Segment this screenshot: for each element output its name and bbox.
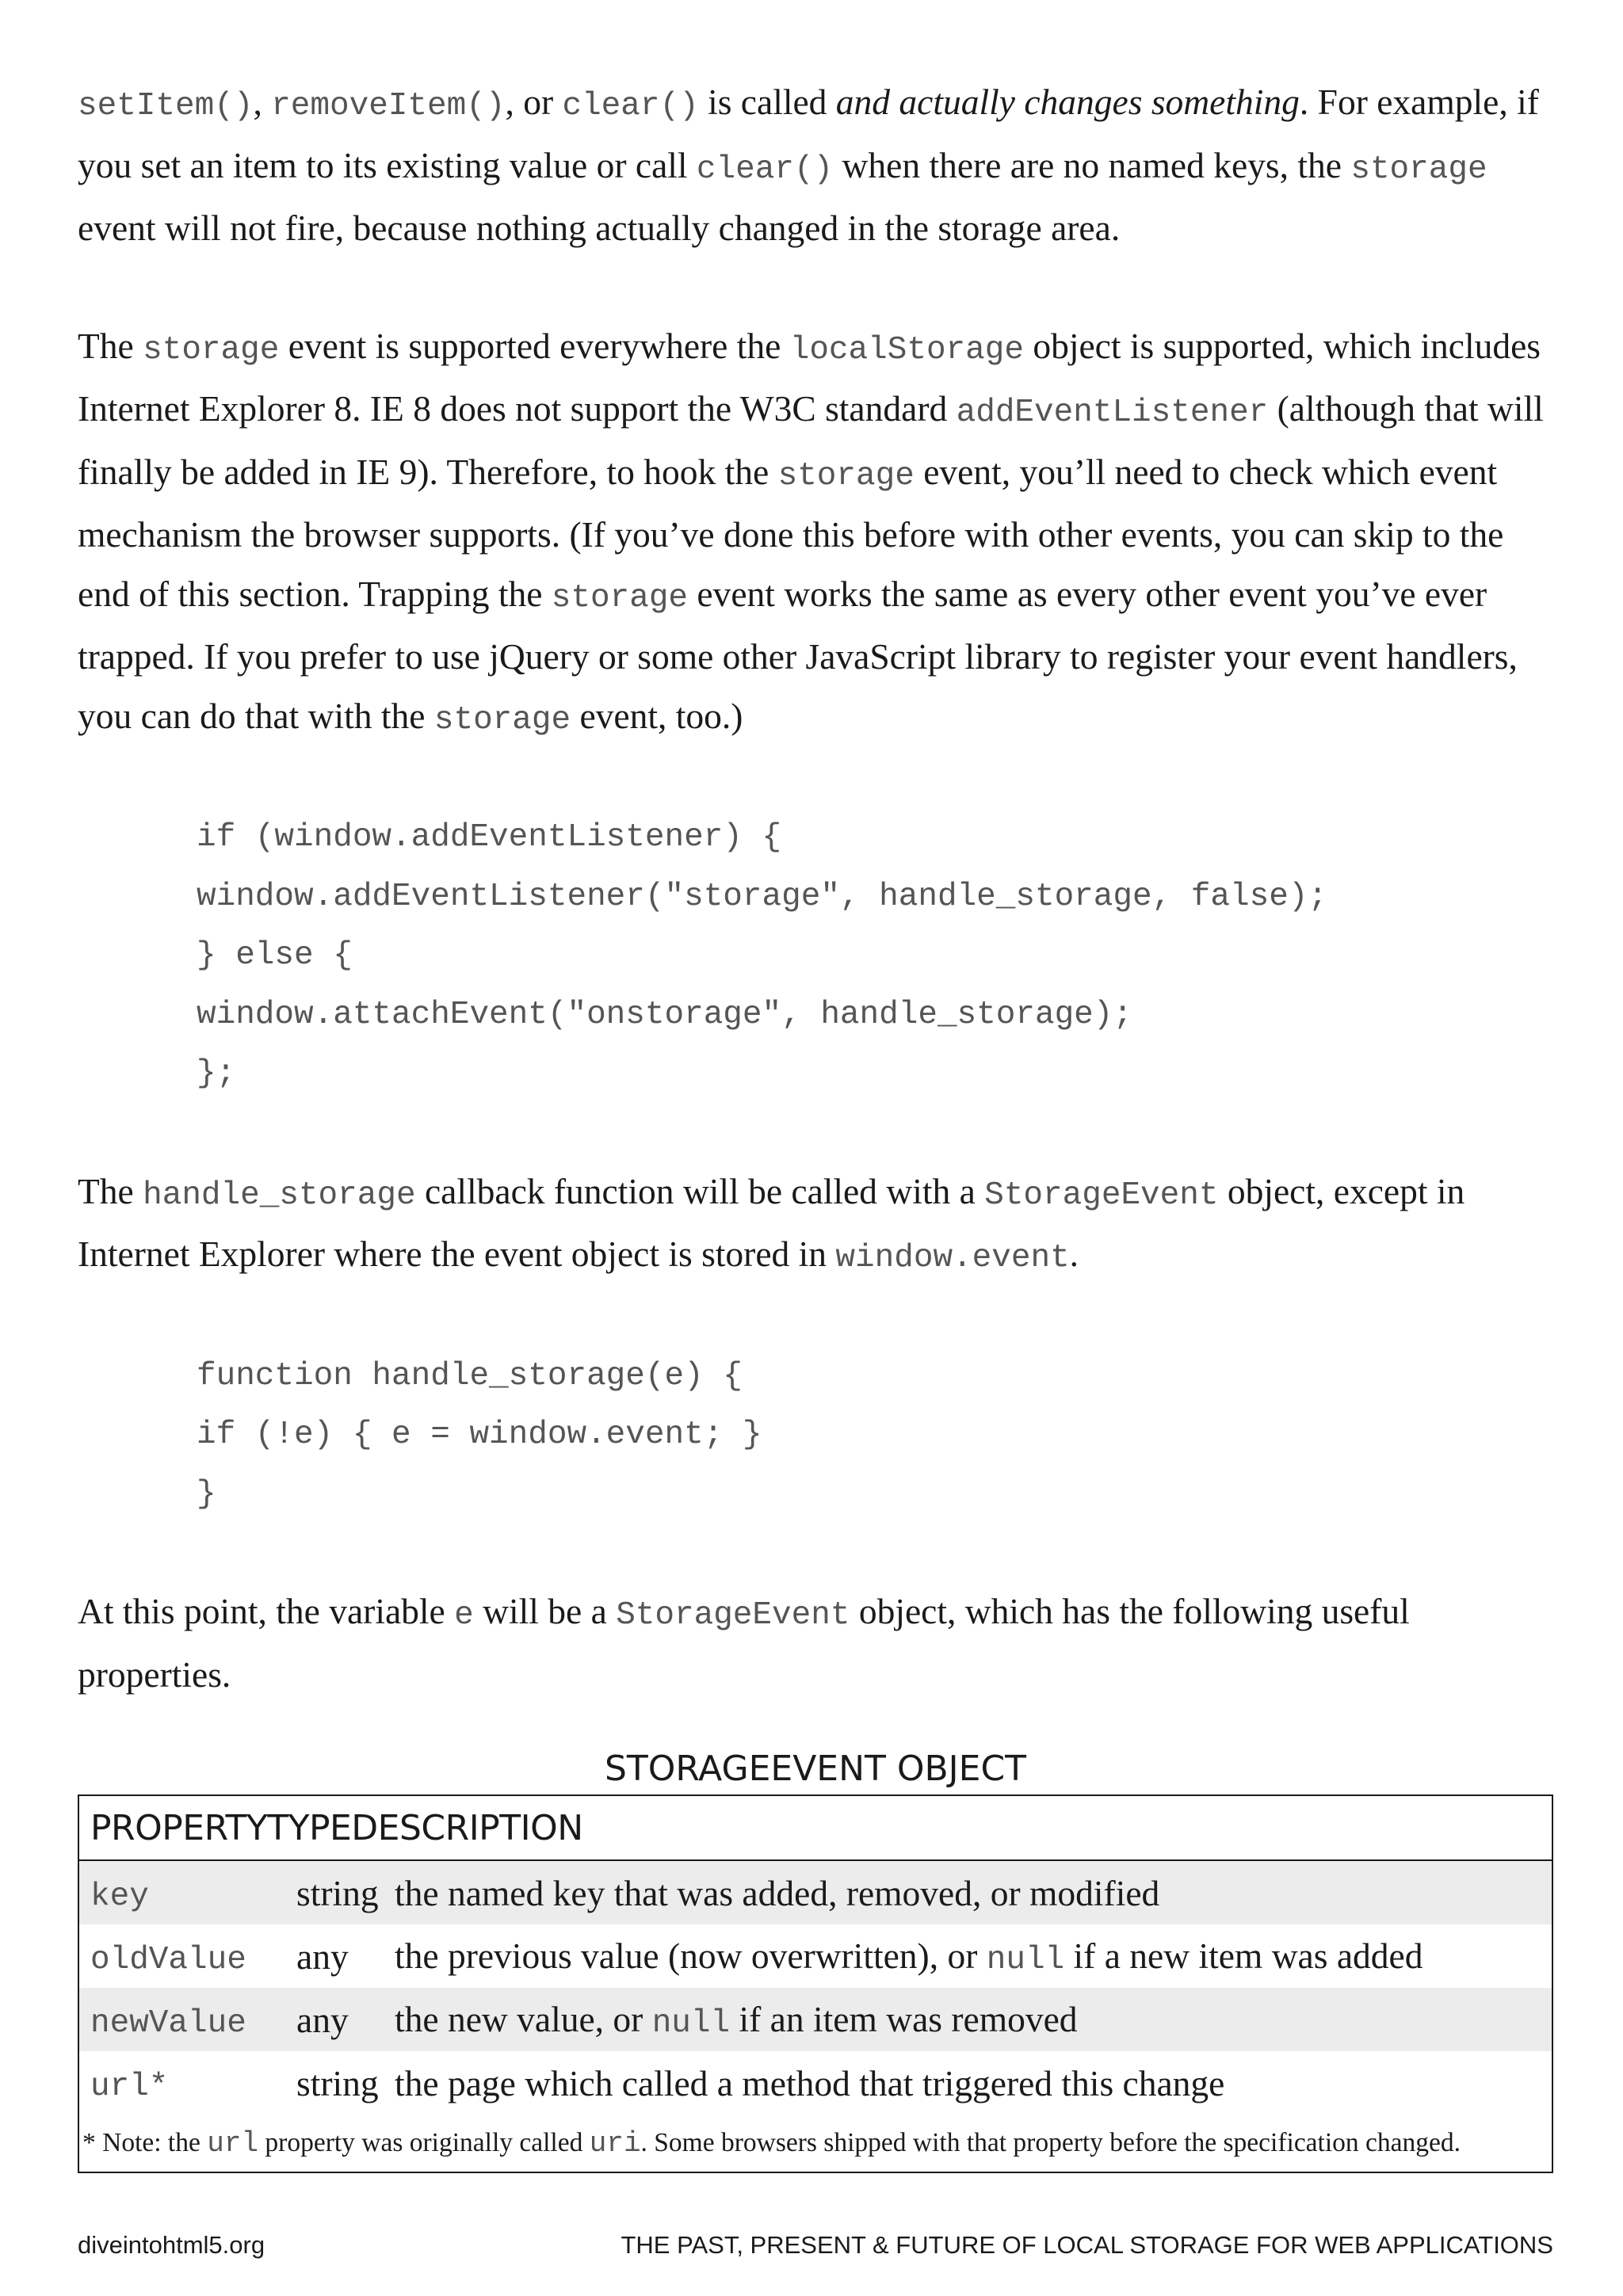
text-run: property was originally called: [258, 2127, 590, 2157]
property-cell: [78, 1924, 285, 1988]
inline-code: StorageEvent: [984, 1177, 1219, 1214]
text-run: object, which has the following useful properties.: [78, 1591, 1410, 1695]
text-run: The: [78, 325, 143, 366]
code-block-event-listener: if (window.addEventListener) { window.addEventListener("storage", handle_storage, false); } else { window.attachEvent("onstorage", handle_storage); };: [197, 819, 1328, 1092]
inline-code: storage: [777, 457, 915, 494]
text-run: event will not fire, because nothing actually changed in the storage area.: [78, 208, 1121, 248]
header-description: DESCRIPTION: [351, 1807, 583, 1848]
type-cell: any: [285, 1988, 384, 2051]
text-run: event, you’ll need to check which event mechanism the browser supports. (If you’ve done this before with other events, you can skip to the end of this section. Trapping the: [78, 451, 1504, 614]
description-cell: the named key that was added, removed, or modified: [384, 1860, 1552, 1924]
inline-code: storage: [143, 331, 280, 368]
text-run: if a new item was added: [1064, 1935, 1423, 1976]
text-run: callback function will be called with a: [415, 1170, 985, 1211]
inline-code: localStorage: [789, 331, 1024, 368]
text-run: event is supported everywhere the: [279, 325, 790, 366]
property-cell: [78, 1988, 285, 2051]
paragraph-storage-event-firing: [78, 73, 1553, 258]
text-run: is called: [698, 82, 836, 122]
description-cell: the page which called a method that triggered this change: [395, 2062, 1225, 2103]
code-block-handle-storage: function handle_storage(e) { if (!e) { e = window.event; } }: [197, 1357, 762, 1512]
text-run: event, too.): [571, 695, 743, 736]
inline-code: null: [651, 2004, 731, 2042]
text-run: when there are no named keys, the: [833, 144, 1351, 185]
inline-code: removeItem(): [271, 88, 506, 124]
description-cell: [384, 1924, 1552, 1988]
text-run: . Some browsers shipped with that property before the specification changed.: [640, 2127, 1461, 2157]
text-run: * Note: the: [82, 2127, 208, 2157]
type-cell: string: [296, 2062, 379, 2103]
text-run: At this point, the variable: [78, 1591, 455, 1631]
header-property: PROPERTY: [90, 1807, 268, 1848]
text-run: will be a: [473, 1591, 617, 1631]
text-run: , or: [505, 82, 563, 122]
emphasis-text: and actually changes something: [835, 82, 1300, 122]
text-run: The: [78, 1170, 143, 1211]
text-run: the new value, or: [395, 1998, 652, 2039]
text-run: event works the same as every other event you’ve ever trapped. If you prefer to use jQuery or some other JavaScript library to register your event handlers, you can do that with the: [78, 573, 1518, 736]
text-run: object, except in Internet Explorer where the event object is stored in: [78, 1170, 1465, 1274]
inline-code: handle_storage: [143, 1177, 416, 1214]
inline-code: url: [207, 2126, 259, 2160]
property-name: key: [90, 1878, 149, 1915]
inline-code: clear(): [696, 151, 834, 188]
table-header-row: [78, 1795, 1552, 1860]
footer-title: THE PAST, PRESENT & FUTURE OF LOCAL STORAGE FOR WEB APPLICATIONS: [621, 2231, 1553, 2259]
text-run: if an item was removed: [730, 1998, 1078, 2039]
inline-code: clear(): [562, 88, 699, 124]
text-run: the previous value (now overwritten), or: [395, 1935, 987, 1976]
property-name: newValue: [90, 2004, 246, 2042]
inline-code: storage: [1350, 151, 1487, 188]
table-header: [78, 1795, 1552, 1860]
document-page: [78, 73, 1553, 2173]
inline-code: StorageEvent: [616, 1597, 850, 1634]
table-note-row: [78, 2115, 1552, 2172]
inline-code: setItem(): [78, 88, 254, 124]
text-run: object is supported, which includes Internet Explorer 8. IE 8 does not support the W3C standard: [78, 325, 1541, 429]
table-caption: STORAGEEVENT OBJECT: [604, 1749, 1027, 1789]
inline-code: uri: [589, 2126, 641, 2160]
table-row: [78, 1988, 1552, 2051]
footer-site-link[interactable]: diveintohtml5.org: [78, 2231, 265, 2259]
property-name: url*: [90, 2068, 169, 2105]
text-run: (although that will finally be added in IE 9). Therefore, to hook the: [78, 388, 1544, 492]
paragraph-storage-event-properties: [78, 1582, 1553, 1704]
property-name: oldValue: [90, 1941, 246, 1978]
text-run: .: [1069, 1234, 1079, 1274]
inline-code: e: [454, 1597, 474, 1634]
paragraph-handle-storage: [78, 1162, 1553, 1288]
property-cell: [78, 2051, 285, 2115]
text-run: ,: [253, 82, 272, 122]
page-footer: [78, 2231, 1553, 2260]
type-cell: string: [285, 1860, 384, 1924]
inline-code: storage: [433, 701, 571, 738]
table-footnote: [78, 2115, 1552, 2172]
inline-code: null: [986, 1941, 1065, 1978]
inline-code: storage: [551, 579, 689, 616]
table-row: [78, 1860, 1552, 1924]
text-run: . For example, if you set an item to its existing value or call: [78, 82, 1539, 185]
inline-code: addEventListener: [956, 395, 1269, 431]
inline-code: window.event: [835, 1240, 1070, 1276]
property-cell: [78, 1860, 285, 1924]
paragraph-storage-event-support: [78, 317, 1553, 750]
table-row: [78, 2051, 1552, 2115]
storage-event-properties-table: [78, 1794, 1553, 2173]
description-cell: [384, 1988, 1552, 2051]
table-row: [78, 1924, 1552, 1988]
type-cell: any: [296, 1936, 349, 1977]
header-type: TYPE: [267, 1807, 352, 1848]
